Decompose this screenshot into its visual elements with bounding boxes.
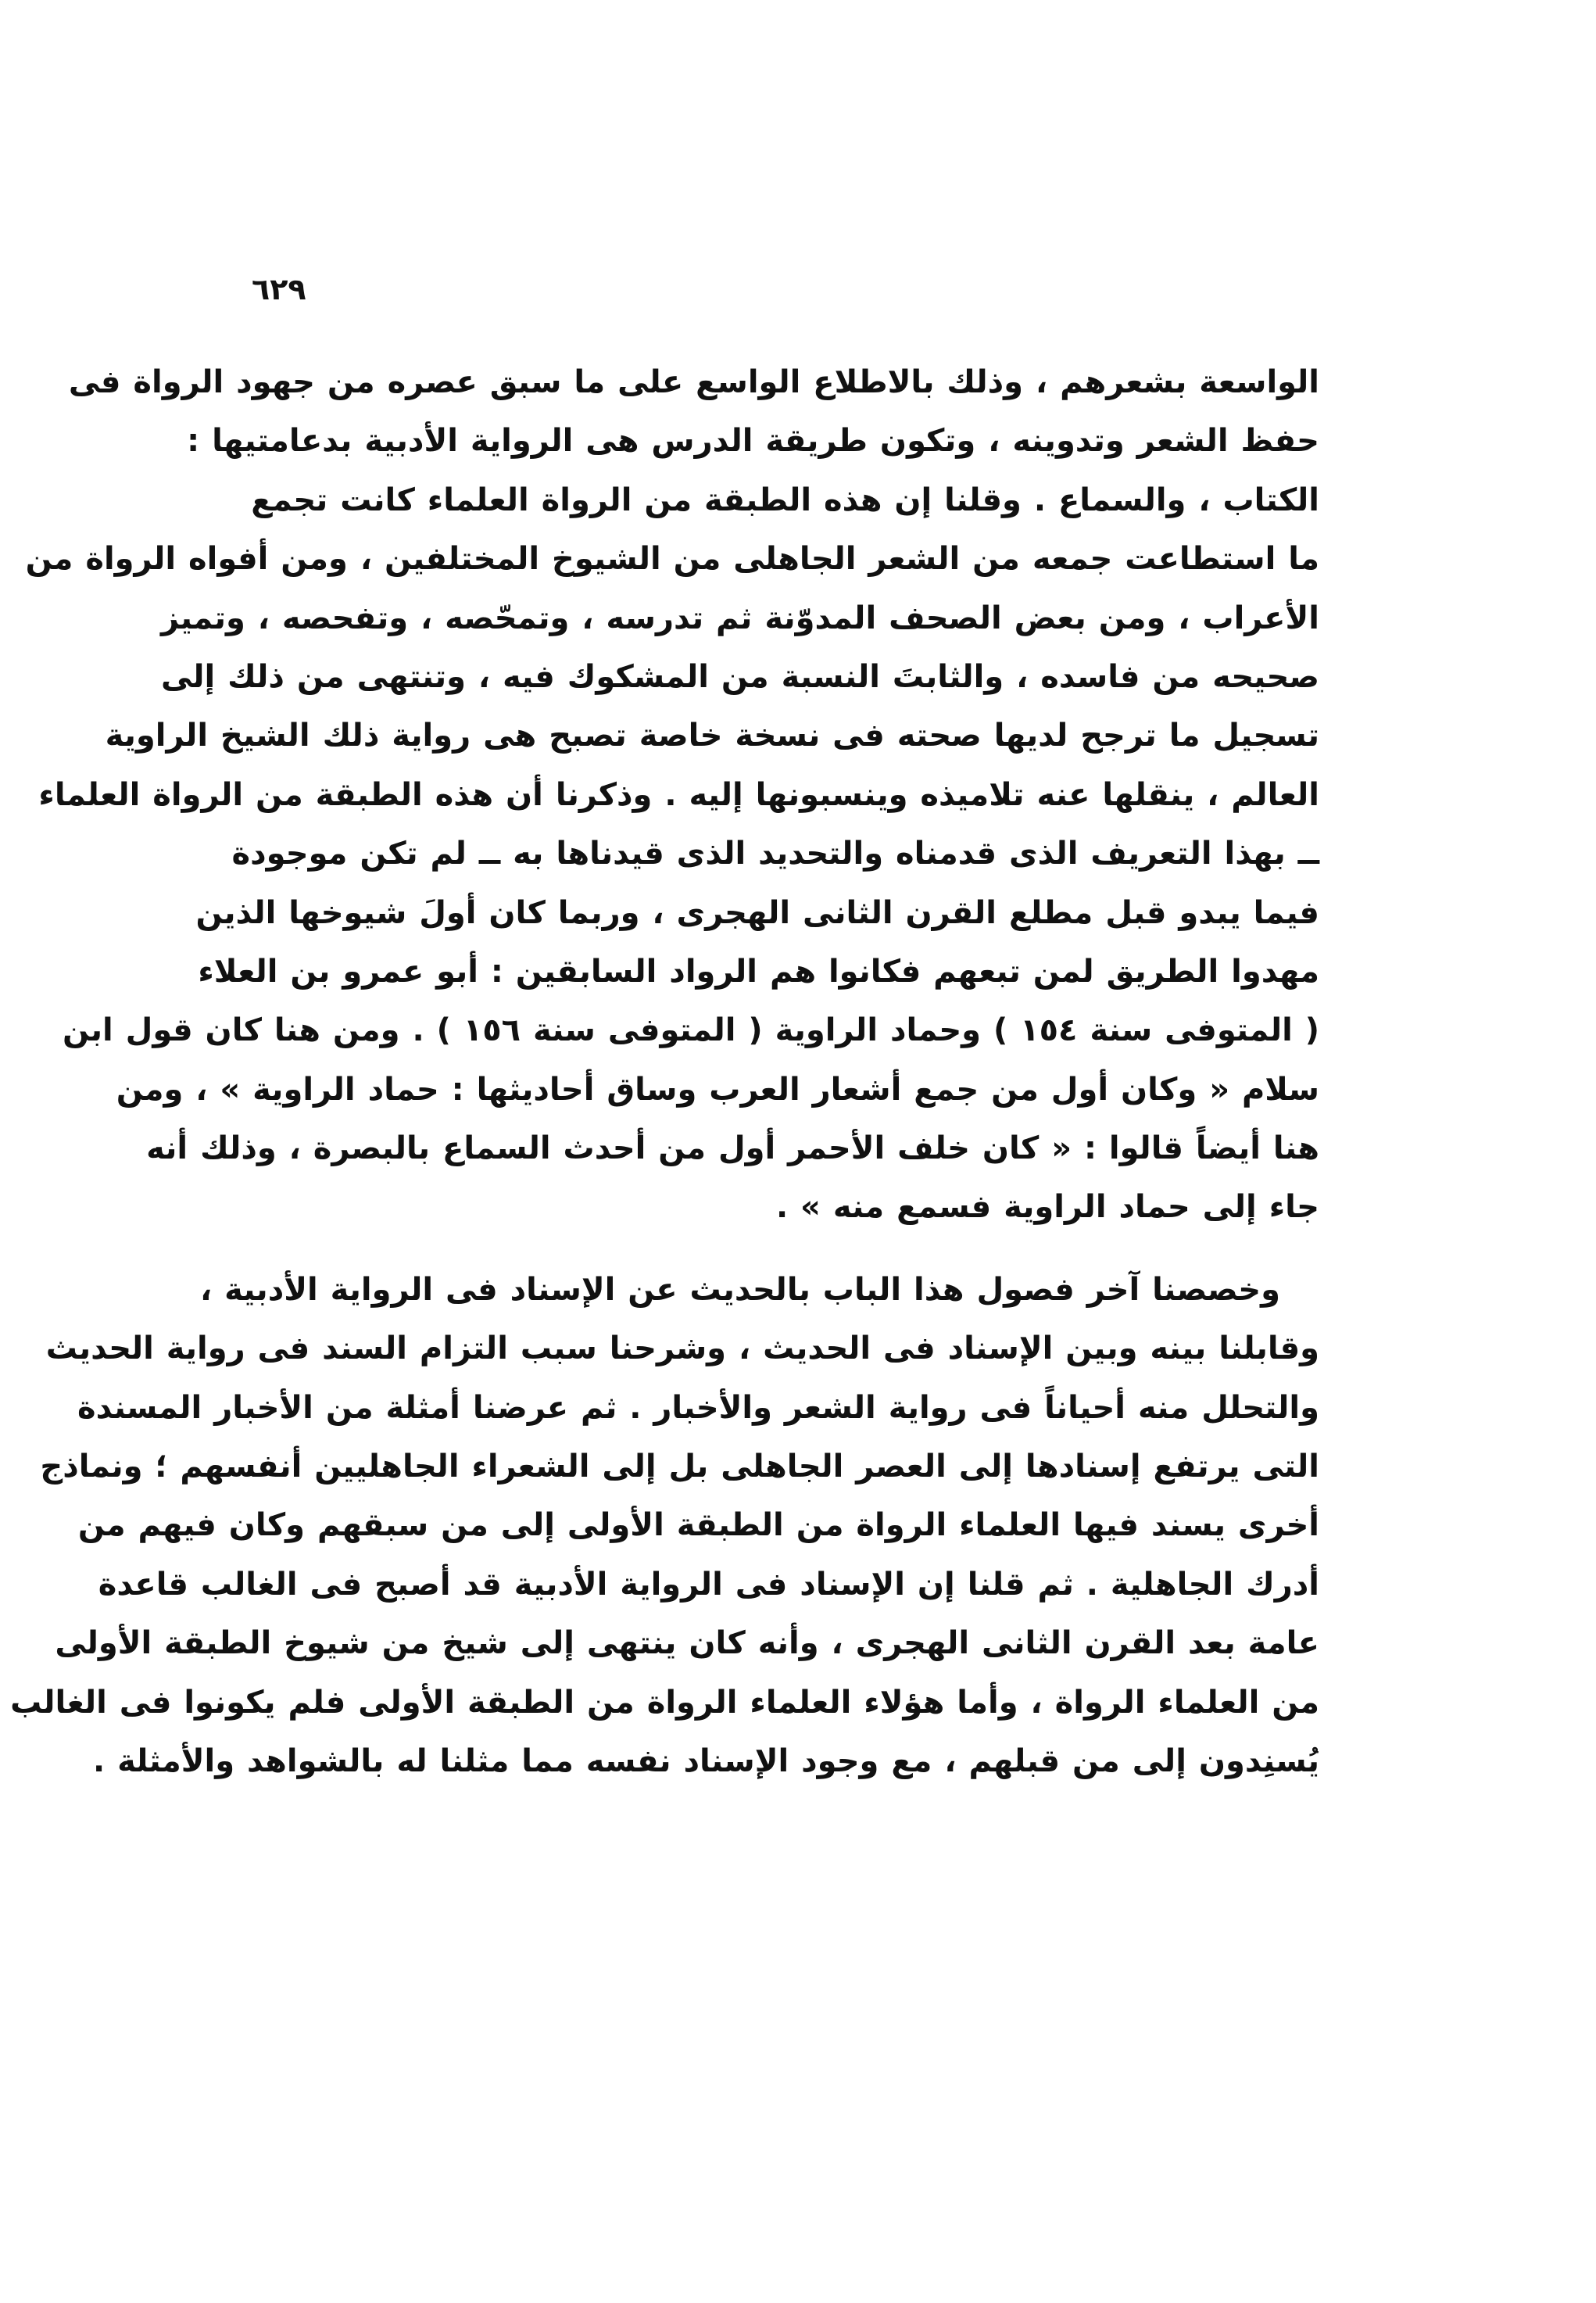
text-line: التى يرتفع إسنادها إلى العصر الجاهلى بل إلى الشعراء الجاهليين أنفسهم ؛ ونماذج — [40, 1449, 1319, 1485]
text-line: وقابلنا بينه وبين الإسناد فى الحديث ، وشرحنا سبب التزام السند فى رواية الحديث — [45, 1331, 1319, 1367]
text-line: والتحلل منه أحياناً فى رواية الشعر والأخبار . ثم عرضنا أمثلة من الأخبار المسندة — [77, 1389, 1319, 1426]
text-line: مهدوا الطريق لمن تبعهم فكانوا هم الرواد السابقين : أبو عمرو بن العلاء — [198, 953, 1319, 990]
text-line: يُسنِدون إلى من قبلهم ، مع وجود الإسناد نفسه مما مثلنا له بالشواهد والأمثلة . — [92, 1742, 1319, 1779]
text-line: الواسعة بشعرهم ، وذلك بالاطلاع الواسع على ما سبق عصره من جهود الرواة فى — [68, 364, 1319, 400]
paragraph-1 — [25, 353, 1319, 1237]
text-line: ما استطاعت جمعه من الشعر الجاهلى من الشيوخ المختلفين ، ومن أفواه الرواة من — [25, 541, 1319, 578]
text-line: ــ بهذا التعريف الذى قدمناه والتحديد الذى قيدناها به ــ لم تكن موجودة — [231, 836, 1319, 872]
text-line: العالم ، ينقلها عنه تلاميذه وينسبونها إليه . وذكرنا أن هذه الطبقة من الرواة العلماء — [38, 776, 1319, 813]
text-line: جاء إلى حماد الراوية فسمع منه » . — [775, 1189, 1319, 1226]
text-line: أدرك الجاهلية . ثم قلنا إن الإسناد فى الرواية الأدبية قد أصبح فى الغالب قاعدة — [98, 1566, 1319, 1603]
text-line: صحيحه من فاسده ، والثابتَ النسبة من المشكوك فيه ، وتنتهى من ذلك إلى — [161, 658, 1319, 695]
text-line: سلام « وكان أول من جمع أشعار العرب وساق أحاديثها : حماد الراوية » ، ومن — [116, 1071, 1319, 1108]
text-line: هنا أيضاً قالوا : « كان خلف الأحمر أول من أحدث السماع بالبصرة ، وذلك أنه — [146, 1130, 1319, 1167]
text-line: ( المتوفى سنة ١٥٤ ) وحماد الراوية ( المتوفى سنة ١٥٦ ) . ومن هنا كان قول ابن — [63, 1012, 1319, 1049]
page-text-body — [10, 353, 1319, 1791]
paragraph-2 — [10, 1261, 1319, 1792]
text-line: من العلماء الرواة ، وأما هؤلاء العلماء الرواة من الطبقة الأولى فلم يكونوا فى الغالب — [10, 1684, 1319, 1721]
text-line: تسجيل ما ترجح لديها صحته فى نسخة خاصة تصبح هى رواية ذلك الشيخ الراوية — [105, 718, 1319, 754]
text-line: الأعراب ، ومن بعض الصحف المدوّنة ثم تدرسه ، وتمحّصه ، وتفحصه ، وتميز — [160, 600, 1319, 636]
text-line: أخرى يسند فيها العلماء الرواة من الطبقة الأولى إلى من سبقهم وكان فيهم من — [77, 1507, 1319, 1544]
text-line: فيما يبدو قبل مطلع القرن الثانى الهجرى ، وربما كان أولَ شيوخها الذين — [195, 894, 1319, 931]
text-line: وخصصنا آخر فصول هذا الباب بالحديث عن الإسناد فى الرواية الأدبية ، — [199, 1271, 1280, 1308]
page-number: ٦٢٩ — [252, 272, 306, 306]
text-line: الكتاب ، والسماع . وقلنا إن هذه الطبقة من الرواة العلماء كانت تجمع — [251, 482, 1319, 518]
text-line: عامة بعد القرن الثانى الهجرى ، وأنه كان ينتهى إلى شيخ من شيوخ الطبقة الأولى — [55, 1625, 1319, 1662]
text-line: حفظ الشعر وتدوينه ، وتكون طريقة الدرس هى الرواية الأدبية بدعامتيها : — [187, 423, 1319, 460]
